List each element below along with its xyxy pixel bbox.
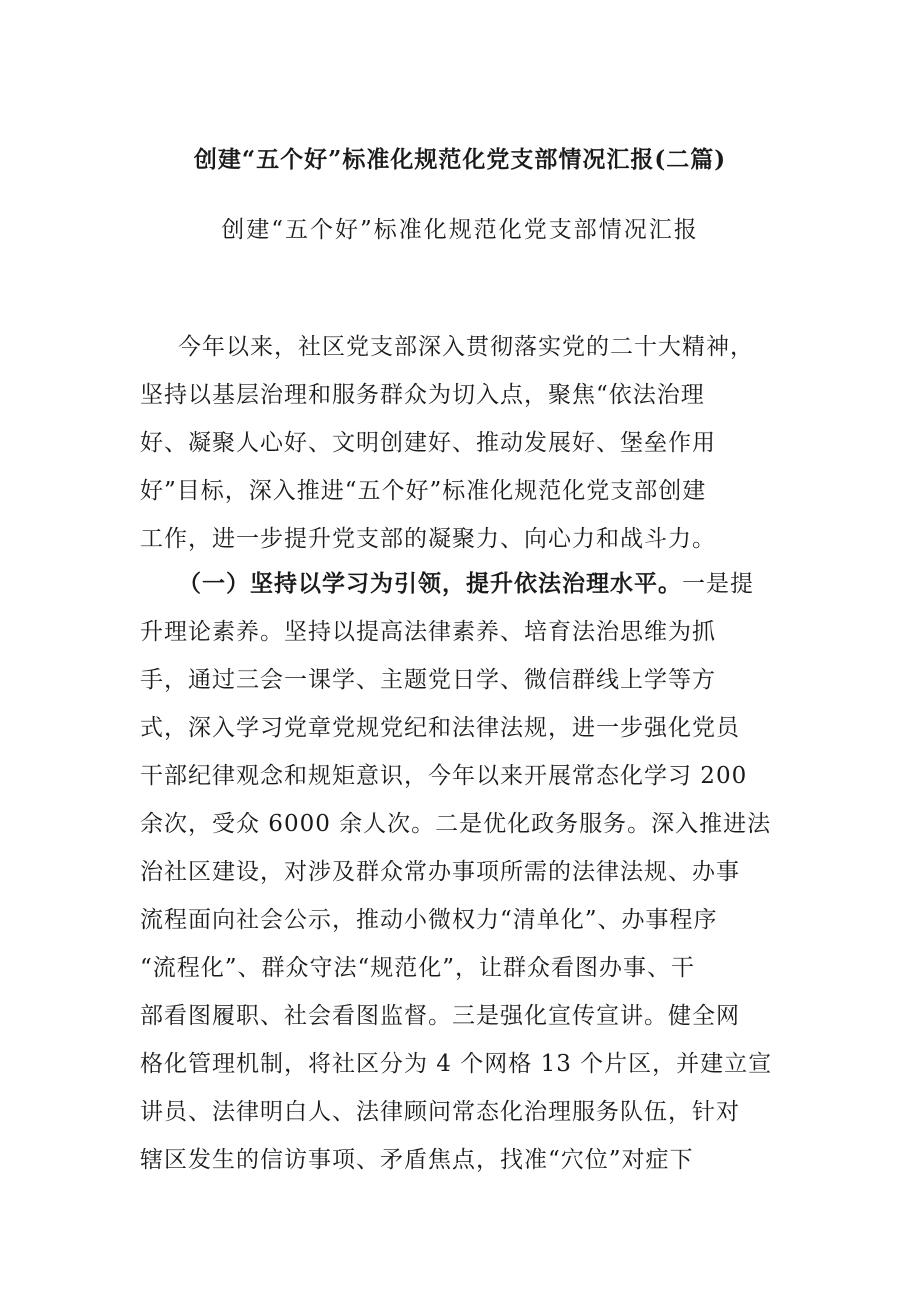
paragraph-line: 余次，受众 6000 余人次。二是优化政务服务。深入推进法	[140, 811, 772, 837]
paragraph-section-one	[140, 560, 780, 1184]
paragraph-line: 干部纪律观念和规矩意识，今年以来开展常态化学习 200	[140, 763, 748, 789]
paragraph-line: 部看图履职、社会看图监督。三是强化宣传宣讲。健全网	[140, 1003, 740, 1029]
paragraph-line: 好、凝聚人心好、文明创建好、推动发展好、堡垒作用	[140, 430, 716, 456]
paragraph-line: 讲员、法律明白人、法律顾问常态化治理服务队伍，针对	[140, 1099, 740, 1125]
paragraph-intro	[140, 323, 780, 563]
paragraph-first-line	[140, 560, 780, 608]
paragraph-line: 升理论素养。坚持以提高法律素养、培育法治思维为抓	[140, 619, 716, 645]
paragraph-line: 好”目标，深入推进“五个好”标准化规范化党支部创建	[140, 478, 707, 504]
paragraph-line: “流程化”、群众守法“规范化”，让群众看图办事、干	[140, 955, 696, 981]
paragraph-line: 坚持以基层治理和服务群众为切入点，聚焦“依法治理	[140, 382, 705, 408]
document-title: 创建“五个好”标准化规范化党支部情况汇报(二篇)	[193, 146, 727, 173]
paragraph-line: 今年以来，社区党支部深入贯彻落实党的二十大精神，	[178, 334, 754, 360]
paragraph-line: 治社区建设，对涉及群众常办事项所需的法律法规、办事	[140, 859, 740, 885]
section-heading-continuation: 一是提	[682, 571, 754, 597]
paragraph-line: 手，通过三会一课学、主题党日学、微信群线上学等方	[140, 667, 716, 693]
paragraph-line: 工作，进一步提升党支部的凝聚力、向心力和战斗力。	[140, 526, 716, 552]
paragraph-line: 辖区发生的信访事项、矛盾焦点，找准“穴位”对症下	[140, 1147, 694, 1173]
section-heading: （一）坚持以学习为引领，提升依法治理水平。	[178, 570, 682, 597]
paragraph-line: 格化管理机制，将社区分为 4 个网格 13 个片区，并建立宣	[140, 1051, 773, 1077]
paragraph-line: 流程面向社会公示，推动小微权力“清单化”、办事程序	[140, 907, 718, 933]
document-subtitle: 创建“五个好”标准化规范化党支部情况汇报	[221, 217, 699, 243]
paragraph-line: 式，深入学习党章党规党纪和法律法规，进一步强化党员	[140, 715, 740, 741]
